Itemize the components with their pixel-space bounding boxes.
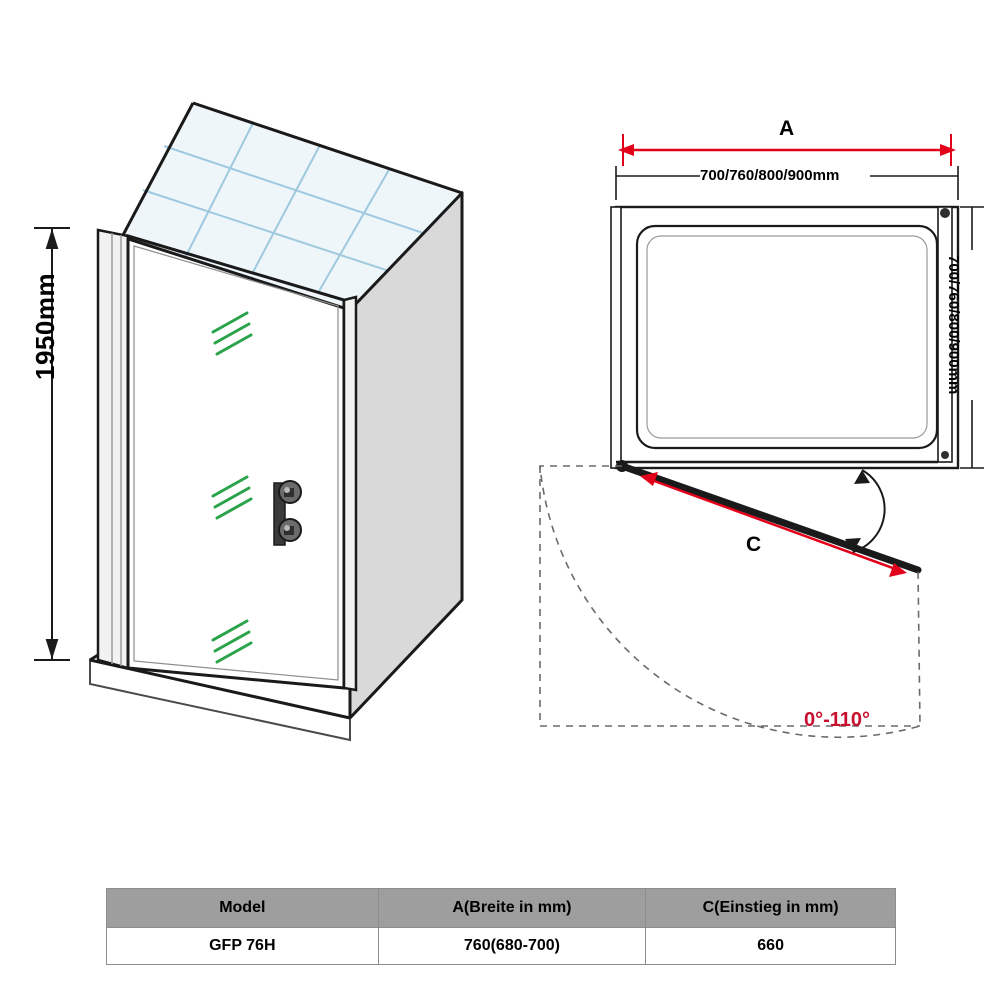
table-cell-model: GFP 76H (107, 928, 379, 965)
label-swing-angle: 0°-110° (804, 709, 871, 731)
table-cell-entry: 660 (646, 928, 896, 965)
dimension-side-line (960, 207, 984, 468)
rotation-indicator-icon (845, 470, 885, 552)
plan-outer-rect (616, 207, 958, 468)
table-header-width: A(Breite in mm) (378, 889, 646, 928)
label-side-dimensions: 700/760/800/900mm (945, 255, 962, 395)
label-C: C (746, 533, 762, 556)
plan-wall-profiles (611, 207, 952, 468)
table-cell-width: 760(680-700) (378, 928, 646, 965)
label-A-dimensions: 700/760/800/900mm (700, 167, 840, 184)
table-header-row (107, 889, 896, 928)
plan-tray-inner-rect (647, 236, 927, 438)
height-dimension-label: 1950mm (30, 272, 60, 380)
spec-table (106, 888, 896, 965)
plan-open-door-leaf (616, 460, 918, 570)
table-row (107, 928, 896, 965)
label-A: A (779, 117, 795, 140)
table-header-model: Model (107, 889, 379, 928)
table-header-entry: C(Einstieg in mm) (646, 889, 896, 928)
plan-tray-rect (637, 226, 937, 448)
